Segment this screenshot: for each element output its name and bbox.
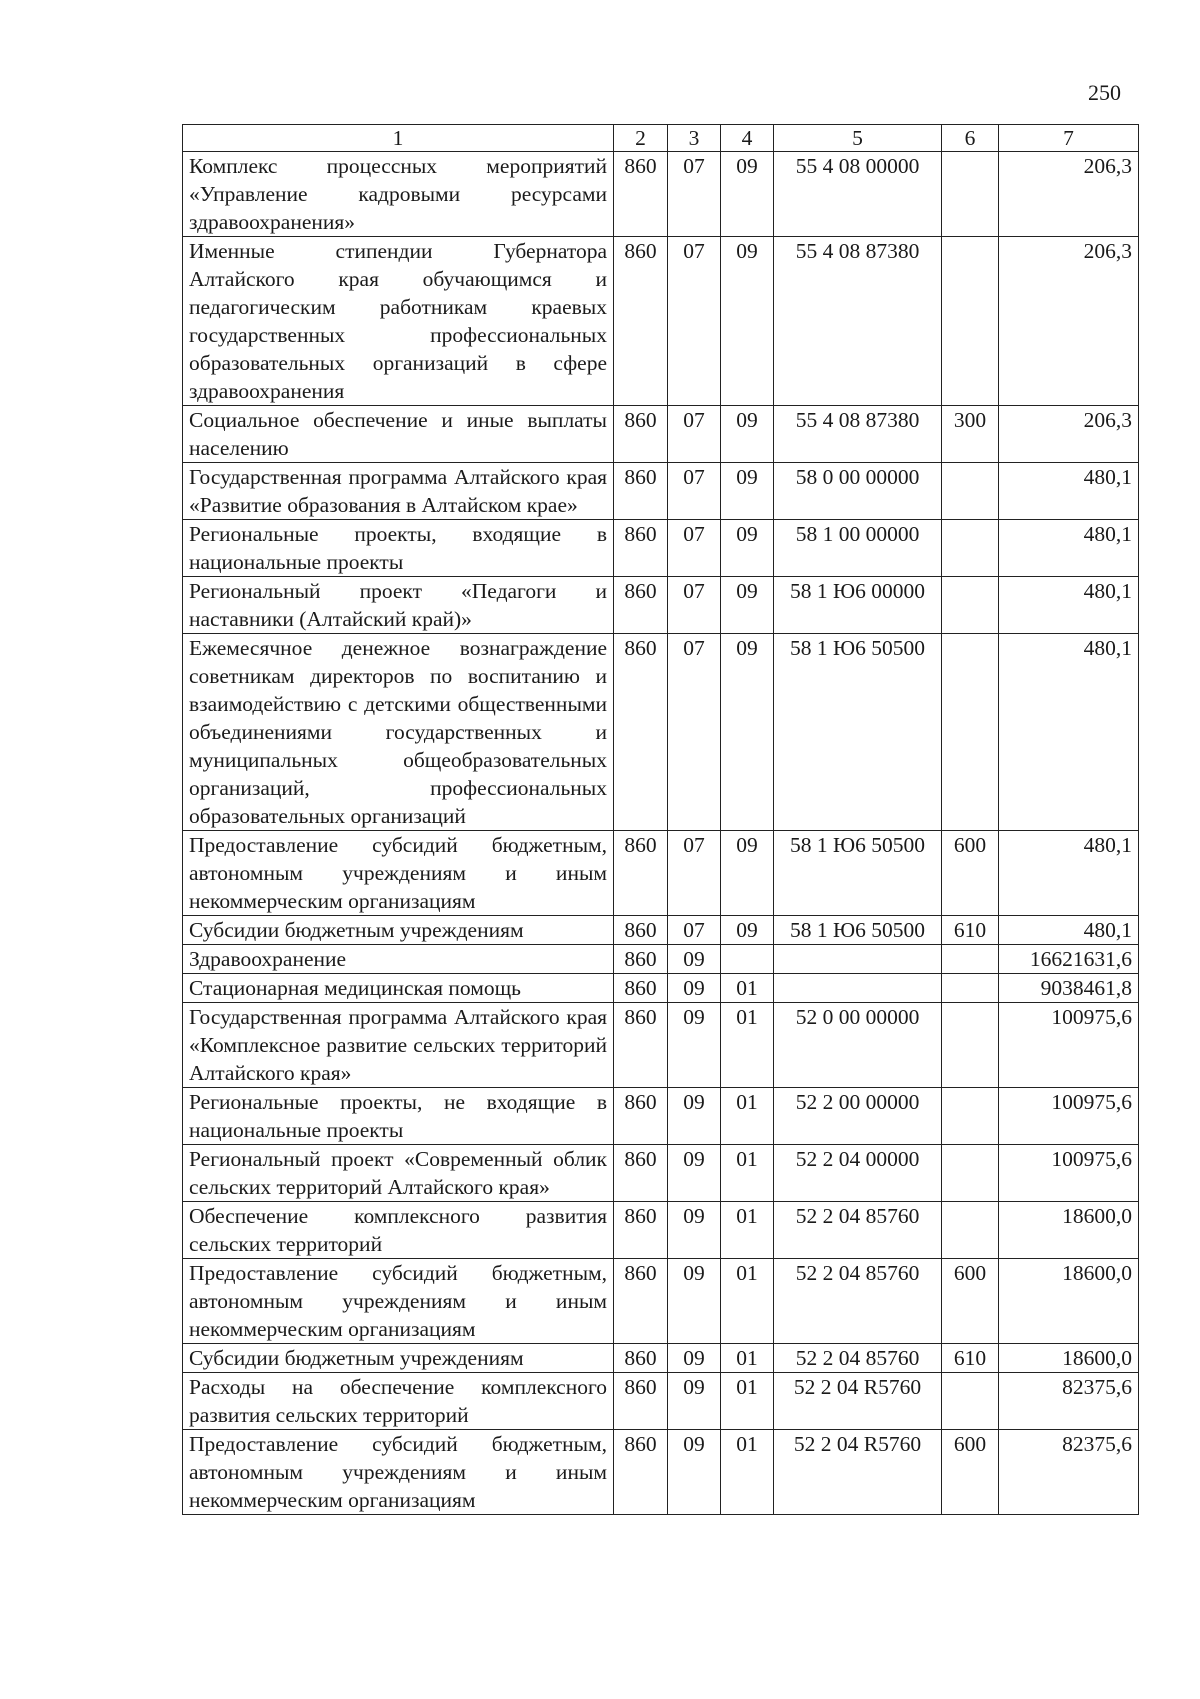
amount-cell: 9038461,8: [999, 974, 1139, 1003]
admin-code-cell: 860: [614, 634, 668, 831]
table-row: [183, 237, 1139, 406]
section-cell: 07: [668, 237, 721, 406]
table-row: [183, 1259, 1139, 1344]
amount-cell: 18600,0: [999, 1202, 1139, 1259]
subsection-cell: 01: [721, 1202, 774, 1259]
table-row: [183, 1373, 1139, 1430]
amount-cell: 480,1: [999, 520, 1139, 577]
section-cell: 07: [668, 916, 721, 945]
table-row: [183, 1202, 1139, 1259]
table-row: [183, 463, 1139, 520]
section-cell: 09: [668, 1373, 721, 1430]
admin-code-cell: 860: [614, 1003, 668, 1088]
row-name-cell: Предоставление субсидий бюджетным, автономным учреждениям и иным некоммерческим организациям: [183, 1430, 614, 1515]
section-cell: 07: [668, 152, 721, 237]
target-article-cell: 52 2 04 85760: [774, 1259, 942, 1344]
target-article-cell: 58 1 Ю6 50500: [774, 831, 942, 916]
column-header-7: 7: [999, 125, 1139, 152]
amount-cell: 206,3: [999, 152, 1139, 237]
table-row: [183, 974, 1139, 1003]
section-cell: 07: [668, 406, 721, 463]
subsection-cell: 09: [721, 152, 774, 237]
section-cell: 07: [668, 463, 721, 520]
target-article-cell: 58 1 Ю6 00000: [774, 577, 942, 634]
amount-cell: 100975,6: [999, 1003, 1139, 1088]
expense-type-cell: [942, 1145, 999, 1202]
expense-type-cell: [942, 1373, 999, 1430]
section-cell: 09: [668, 945, 721, 974]
row-name-cell: Предоставление субсидий бюджетным, автономным учреждениям и иным некоммерческим организациям: [183, 1259, 614, 1344]
subsection-cell: 01: [721, 1430, 774, 1515]
admin-code-cell: 860: [614, 945, 668, 974]
target-article-cell: 55 4 08 87380: [774, 237, 942, 406]
target-article-cell: 58 1 00 00000: [774, 520, 942, 577]
table-header-row: [183, 125, 1139, 152]
table-row: [183, 577, 1139, 634]
amount-cell: 82375,6: [999, 1373, 1139, 1430]
target-article-cell: 52 2 04 R5760: [774, 1373, 942, 1430]
admin-code-cell: 860: [614, 916, 668, 945]
column-header-1: 1: [183, 125, 614, 152]
subsection-cell: 01: [721, 1088, 774, 1145]
subsection-cell: 01: [721, 1344, 774, 1373]
subsection-cell: 09: [721, 520, 774, 577]
row-name-cell: Предоставление субсидий бюджетным, автономным учреждениям и иным некоммерческим организациям: [183, 831, 614, 916]
target-article-cell: [774, 974, 942, 1003]
row-name-cell: Субсидии бюджетным учреждениям: [183, 916, 614, 945]
expense-type-cell: [942, 577, 999, 634]
target-article-cell: 55 4 08 87380: [774, 406, 942, 463]
expense-type-cell: [942, 634, 999, 831]
subsection-cell: 09: [721, 463, 774, 520]
expense-type-cell: [942, 1088, 999, 1145]
expense-type-cell: [942, 1202, 999, 1259]
table-row: [183, 916, 1139, 945]
target-article-cell: 52 2 04 85760: [774, 1202, 942, 1259]
admin-code-cell: 860: [614, 1259, 668, 1344]
target-article-cell: [774, 945, 942, 974]
admin-code-cell: 860: [614, 152, 668, 237]
row-name-cell: Расходы на обеспечение комплексного развития сельских территорий: [183, 1373, 614, 1430]
table-row: [183, 520, 1139, 577]
row-name-cell: Региональные проекты, входящие в национальные проекты: [183, 520, 614, 577]
column-header-3: 3: [668, 125, 721, 152]
row-name-cell: Обеспечение комплексного развития сельских территорий: [183, 1202, 614, 1259]
row-name-cell: Государственная программа Алтайского края «Комплексное развитие сельских территорий Алтайского края»: [183, 1003, 614, 1088]
amount-cell: 16621631,6: [999, 945, 1139, 974]
row-name-cell: Именные стипендии Губернатора Алтайского края обучающимся и педагогическим работникам краевых государственных профессиональных образовательных организаций в сфере здравоохранения: [183, 237, 614, 406]
table-row: [183, 1088, 1139, 1145]
table-row: [183, 1003, 1139, 1088]
expense-type-cell: [942, 1003, 999, 1088]
admin-code-cell: 860: [614, 463, 668, 520]
target-article-cell: 58 1 Ю6 50500: [774, 634, 942, 831]
row-name-cell: Субсидии бюджетным учреждениям: [183, 1344, 614, 1373]
admin-code-cell: 860: [614, 406, 668, 463]
table-row: [183, 945, 1139, 974]
target-article-cell: 52 2 04 00000: [774, 1145, 942, 1202]
section-cell: 09: [668, 1088, 721, 1145]
section-cell: 09: [668, 1145, 721, 1202]
admin-code-cell: 860: [614, 1202, 668, 1259]
section-cell: 09: [668, 1430, 721, 1515]
amount-cell: 18600,0: [999, 1259, 1139, 1344]
target-article-cell: 52 2 04 R5760: [774, 1430, 942, 1515]
expense-type-cell: 600: [942, 831, 999, 916]
admin-code-cell: 860: [614, 1430, 668, 1515]
amount-cell: 100975,6: [999, 1088, 1139, 1145]
amount-cell: 480,1: [999, 634, 1139, 831]
subsection-cell: 01: [721, 974, 774, 1003]
subsection-cell: 09: [721, 237, 774, 406]
row-name-cell: Региональный проект «Современный облик сельских территорий Алтайского края»: [183, 1145, 614, 1202]
admin-code-cell: 860: [614, 1088, 668, 1145]
amount-cell: 480,1: [999, 463, 1139, 520]
section-cell: 07: [668, 520, 721, 577]
amount-cell: 206,3: [999, 237, 1139, 406]
section-cell: 09: [668, 974, 721, 1003]
section-cell: 07: [668, 634, 721, 831]
target-article-cell: 52 0 00 00000: [774, 1003, 942, 1088]
subsection-cell: 09: [721, 634, 774, 831]
expense-type-cell: [942, 463, 999, 520]
column-header-5: 5: [774, 125, 942, 152]
section-cell: 09: [668, 1003, 721, 1088]
table-row: [183, 1430, 1139, 1515]
subsection-cell: 01: [721, 1003, 774, 1088]
expense-type-cell: [942, 974, 999, 1003]
amount-cell: 82375,6: [999, 1430, 1139, 1515]
section-cell: 09: [668, 1202, 721, 1259]
row-name-cell: Стационарная медицинская помощь: [183, 974, 614, 1003]
subsection-cell: [721, 945, 774, 974]
expense-type-cell: [942, 237, 999, 406]
admin-code-cell: 860: [614, 1145, 668, 1202]
amount-cell: 18600,0: [999, 1344, 1139, 1373]
row-name-cell: Региональные проекты, не входящие в национальные проекты: [183, 1088, 614, 1145]
admin-code-cell: 860: [614, 1373, 668, 1430]
target-article-cell: 55 4 08 00000: [774, 152, 942, 237]
expense-type-cell: 600: [942, 1430, 999, 1515]
admin-code-cell: 860: [614, 237, 668, 406]
row-name-cell: Ежемесячное денежное вознаграждение советникам директоров по воспитанию и взаимодействию с детскими общественными объединениями государственных и муниципальных общеобразовательных организаций, профессиональных образовательных организаций: [183, 634, 614, 831]
subsection-cell: 01: [721, 1373, 774, 1430]
column-header-2: 2: [614, 125, 668, 152]
section-cell: 09: [668, 1259, 721, 1344]
subsection-cell: 09: [721, 916, 774, 945]
section-cell: 07: [668, 831, 721, 916]
target-article-cell: 52 2 04 85760: [774, 1344, 942, 1373]
admin-code-cell: 860: [614, 520, 668, 577]
table-body: [183, 152, 1139, 1515]
admin-code-cell: 860: [614, 974, 668, 1003]
row-name-cell: Региональный проект «Педагоги и наставники (Алтайский край)»: [183, 577, 614, 634]
section-cell: 09: [668, 1344, 721, 1373]
expense-type-cell: 610: [942, 916, 999, 945]
admin-code-cell: 860: [614, 1344, 668, 1373]
target-article-cell: 58 1 Ю6 50500: [774, 916, 942, 945]
expense-type-cell: [942, 945, 999, 974]
admin-code-cell: 860: [614, 577, 668, 634]
expense-type-cell: 300: [942, 406, 999, 463]
subsection-cell: 09: [721, 577, 774, 634]
table-row: [183, 406, 1139, 463]
subsection-cell: 09: [721, 831, 774, 916]
expense-type-cell: 600: [942, 1259, 999, 1344]
expense-type-cell: 610: [942, 1344, 999, 1373]
subsection-cell: 01: [721, 1259, 774, 1344]
target-article-cell: 52 2 00 00000: [774, 1088, 942, 1145]
target-article-cell: 58 0 00 00000: [774, 463, 942, 520]
column-header-4: 4: [721, 125, 774, 152]
table-row: [183, 1145, 1139, 1202]
row-name-cell: Социальное обеспечение и иные выплаты населению: [183, 406, 614, 463]
table-row: [183, 634, 1139, 831]
budget-table: [182, 124, 1139, 1515]
amount-cell: 480,1: [999, 831, 1139, 916]
row-name-cell: Государственная программа Алтайского края «Развитие образования в Алтайском крае»: [183, 463, 614, 520]
amount-cell: 100975,6: [999, 1145, 1139, 1202]
table-row: [183, 831, 1139, 916]
amount-cell: 206,3: [999, 406, 1139, 463]
row-name-cell: Комплекс процессных мероприятий «Управление кадровыми ресурсами здравоохранения»: [183, 152, 614, 237]
expense-type-cell: [942, 520, 999, 577]
page-number: 250: [1088, 80, 1121, 105]
table-row: [183, 1344, 1139, 1373]
column-header-6: 6: [942, 125, 999, 152]
section-cell: 07: [668, 577, 721, 634]
expense-type-cell: [942, 152, 999, 237]
row-name-cell: Здравоохранение: [183, 945, 614, 974]
amount-cell: 480,1: [999, 916, 1139, 945]
subsection-cell: 01: [721, 1145, 774, 1202]
table-row: [183, 152, 1139, 237]
subsection-cell: 09: [721, 406, 774, 463]
admin-code-cell: 860: [614, 831, 668, 916]
amount-cell: 480,1: [999, 577, 1139, 634]
